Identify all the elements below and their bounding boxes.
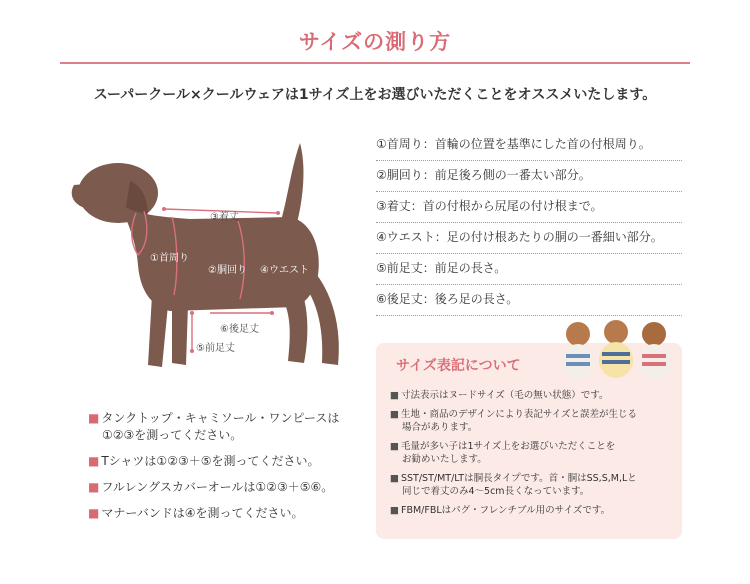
title-divider: [60, 62, 690, 64]
poodle-dogs-icon: [556, 318, 680, 388]
measurement-list: [376, 130, 682, 316]
dog-label-hindleg: ⑥後足丈: [220, 324, 259, 335]
square-bullet-icon: ■: [88, 506, 100, 520]
poodles-illustration: [556, 318, 680, 388]
garment-notes: [88, 410, 378, 531]
dog-label-waist: ④ウエスト: [260, 265, 309, 276]
square-bullet-icon: ■: [88, 454, 100, 468]
dog-label-length: ③着丈: [210, 212, 239, 223]
dog-label-foreleg: ⑤前足丈: [196, 343, 235, 354]
square-bullet-icon: ■: [390, 441, 399, 452]
list-item: ③着丈：首の付根から尻尾の付け根まで。: [376, 192, 682, 223]
square-bullet-icon: ■: [88, 480, 100, 494]
dog-label-chest: ②胴回り: [208, 265, 247, 276]
square-bullet-icon: ■: [390, 390, 399, 401]
square-bullet-icon: ■: [390, 505, 399, 516]
list-item: ■ SST/ST/MT/LTは胴長タイプです。首・胴はSS,S,M,Lと 同じで着丈のみ4～5cm長くなっています。: [390, 473, 637, 497]
list-item: ■ FBM/FBLはパグ・フレンチブル用のサイズです。: [390, 505, 611, 516]
square-bullet-icon: ■: [390, 409, 399, 420]
size-box-title: サイズ表記について: [396, 358, 521, 374]
list-item: ④ウエスト：足の付け根あたりの胴の一番細い部分。: [376, 223, 682, 254]
list-item: ■ 生地・商品のデザインにより表記サイズと誤差が生じる 場合があります。: [390, 409, 638, 433]
list-item: ⑤前足丈：前足の長さ。: [376, 254, 682, 285]
dog-illustration: [60, 135, 360, 375]
list-item: ①首周り：首輪の位置を基準にした首の付根周り。: [376, 130, 682, 161]
list-item: ■ 寸法表示はヌードサイズ（毛の無い状態）です。: [390, 390, 609, 401]
list-item: ②胴回り：前足後ろ側の一番太い部分。: [376, 161, 682, 192]
list-item: ■ 毛量が多い子は1サイズ上をお選びいただくことを お勧めいたします。: [390, 441, 616, 465]
note-coverall: ■ フルレングスカバーオールは①②③＋⑤⑥。: [88, 480, 334, 494]
note-tshirt: ■ Tシャツは①②③＋⑤を測ってください。: [88, 454, 320, 468]
square-bullet-icon: ■: [390, 473, 399, 484]
intro-text: スーパークール×クールウェアは1サイズ上をお選びいただくことをオススメいたします。: [93, 87, 657, 103]
list-item: ⑥後足丈：後ろ足の長さ。: [376, 285, 682, 316]
page-title: サイズの測り方: [298, 30, 452, 54]
dog-label-neck: ①首周り: [150, 253, 189, 264]
note-manner-band: ■ マナーバンドは④を測ってください。: [88, 506, 304, 520]
note-tanktop: ■ タンクトップ・キャミソール・ワンピースは ①②③を測ってください。: [88, 411, 340, 442]
square-bullet-icon: ■: [88, 411, 100, 425]
